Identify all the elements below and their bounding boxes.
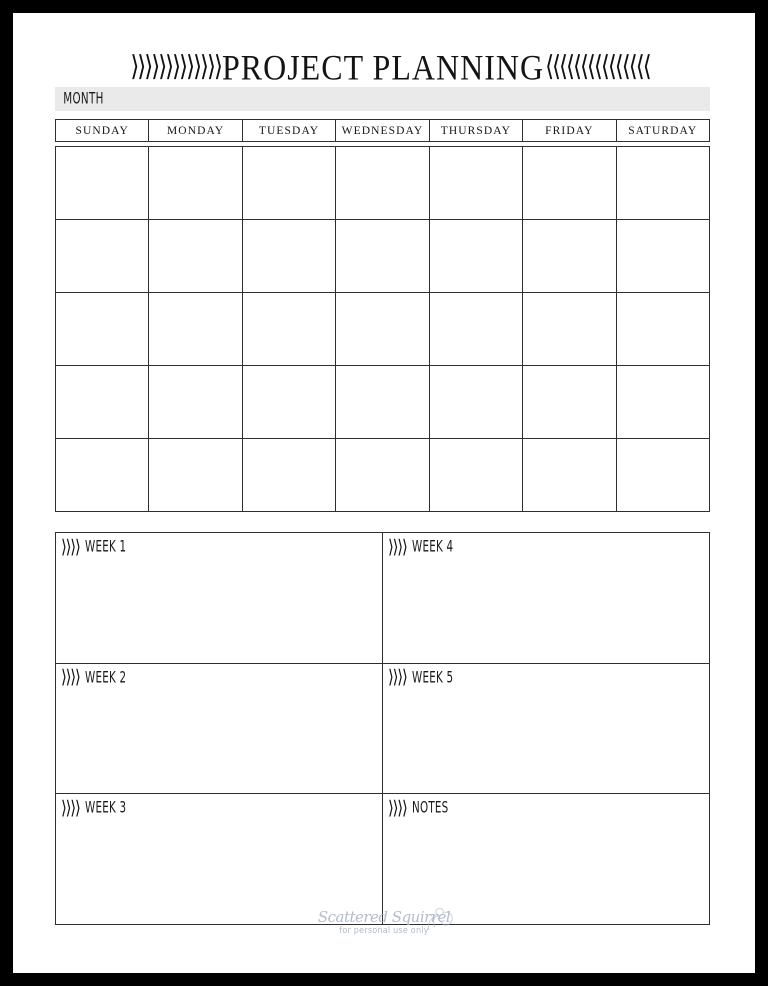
weekday-header-sunday: SUNDAY (56, 120, 149, 141)
notes-box-header (61, 665, 382, 689)
notes-chevrons-icon: ⟩⟩⟩⟩ (61, 665, 80, 689)
notes-box-week-4[interactable] (383, 533, 709, 663)
notes-box-label: WEEK 4 (411, 538, 453, 556)
notes-box-week-5[interactable] (383, 664, 709, 794)
calendar-day-cell[interactable] (336, 366, 429, 438)
calendar-day-cell[interactable] (243, 366, 336, 438)
calendar-day-cell[interactable] (523, 366, 616, 438)
notes-box-header (388, 535, 709, 558)
notes-box-label: WEEK 5 (411, 668, 453, 687)
calendar-day-cell[interactable] (243, 220, 336, 292)
calendar-day-cell[interactable] (430, 293, 523, 365)
calendar-day-cell[interactable] (149, 366, 242, 438)
notes-chevrons-icon: ⟩⟩⟩⟩ (388, 796, 407, 819)
calendar-day-cell[interactable] (56, 293, 149, 365)
weekday-header-monday: MONDAY (149, 120, 242, 141)
notes-chevrons-icon: ⟩⟩⟩⟩ (388, 665, 407, 689)
notes-box-header (388, 665, 709, 689)
notes-chevrons-icon: ⟩⟩⟩⟩ (61, 535, 80, 558)
calendar-day-cell[interactable] (243, 147, 336, 219)
weekly-notes-grid (55, 532, 710, 925)
calendar-day-cell[interactable] (617, 147, 709, 219)
title-right-chevrons-icon: ⟨⟨⟨⟨⟨⟨⟨⟨⟨⟨⟨⟨⟨⟨⟨ (545, 50, 650, 83)
calendar-grid (55, 146, 710, 512)
notes-box-header (61, 535, 382, 558)
month-label: MONTH (63, 90, 104, 108)
calendar-day-cell[interactable] (149, 439, 242, 511)
calendar-day-cell[interactable] (336, 147, 429, 219)
calendar-day-cell[interactable] (430, 366, 523, 438)
calendar-week-row (56, 147, 709, 220)
calendar-week-row (56, 293, 709, 366)
page-title-text: PROJECT PLANNING (221, 47, 545, 87)
weekday-header-row (55, 119, 710, 142)
calendar-day-cell[interactable] (617, 220, 709, 292)
notes-box-week-2[interactable] (56, 664, 383, 794)
notes-box-week-3[interactable] (56, 794, 383, 924)
calendar-day-cell[interactable] (149, 293, 242, 365)
notes-chevrons-icon: ⟩⟩⟩⟩ (388, 535, 407, 558)
calendar-day-cell[interactable] (149, 147, 242, 219)
calendar-day-cell[interactable] (430, 220, 523, 292)
calendar-day-cell[interactable] (617, 366, 709, 438)
calendar-day-cell[interactable] (523, 147, 616, 219)
calendar-day-cell[interactable] (617, 293, 709, 365)
calendar-day-cell[interactable] (430, 439, 523, 511)
calendar-day-cell[interactable] (523, 293, 616, 365)
calendar-day-cell[interactable] (336, 220, 429, 292)
notes-box-notes[interactable] (383, 794, 709, 924)
calendar-day-cell[interactable] (523, 220, 616, 292)
notes-row (56, 664, 709, 795)
calendar-day-cell[interactable] (149, 220, 242, 292)
notes-box-label: NOTES (411, 799, 449, 818)
notes-box-header (388, 796, 709, 819)
calendar-week-row (56, 220, 709, 293)
calendar-week-row (56, 439, 709, 511)
weekday-header-friday: FRIDAY (523, 120, 616, 141)
calendar-day-cell[interactable] (56, 366, 149, 438)
calendar-day-cell[interactable] (56, 220, 149, 292)
notes-row (56, 794, 709, 924)
calendar-week-row (56, 366, 709, 439)
weekday-header-thursday: THURSDAY (430, 120, 523, 141)
month-field[interactable] (55, 87, 710, 111)
notes-chevrons-icon: ⟩⟩⟩⟩ (61, 796, 80, 819)
notes-box-header (61, 796, 382, 819)
calendar-day-cell[interactable] (523, 439, 616, 511)
watermark-subtitle: for personal use only (339, 926, 429, 936)
calendar-day-cell[interactable] (56, 439, 149, 511)
printable-sheet (13, 13, 755, 973)
calendar-day-cell[interactable] (336, 439, 429, 511)
weekday-header-tuesday: TUESDAY (243, 120, 336, 141)
calendar-day-cell[interactable] (243, 439, 336, 511)
notes-row (56, 533, 709, 664)
calendar-day-cell[interactable] (430, 147, 523, 219)
weekday-header-wednesday: WEDNESDAY (336, 120, 429, 141)
title-left-chevrons-icon: ⟩⟩⟩⟩⟩⟩⟩⟩⟩⟩⟩⟩⟩ (130, 50, 221, 83)
calendar-day-cell[interactable] (617, 439, 709, 511)
notes-box-label: WEEK 1 (84, 538, 126, 556)
watermark-brand-name: Scattered Squirrel (317, 908, 451, 926)
calendar-day-cell[interactable] (336, 293, 429, 365)
notes-box-week-1[interactable] (56, 533, 383, 663)
calendar-day-cell[interactable] (243, 293, 336, 365)
notes-box-label: WEEK 3 (84, 799, 126, 818)
calendar-day-cell[interactable] (56, 147, 149, 219)
notes-box-label: WEEK 2 (84, 668, 126, 687)
page-title (55, 47, 725, 87)
weekday-header-saturday: SATURDAY (617, 120, 709, 141)
